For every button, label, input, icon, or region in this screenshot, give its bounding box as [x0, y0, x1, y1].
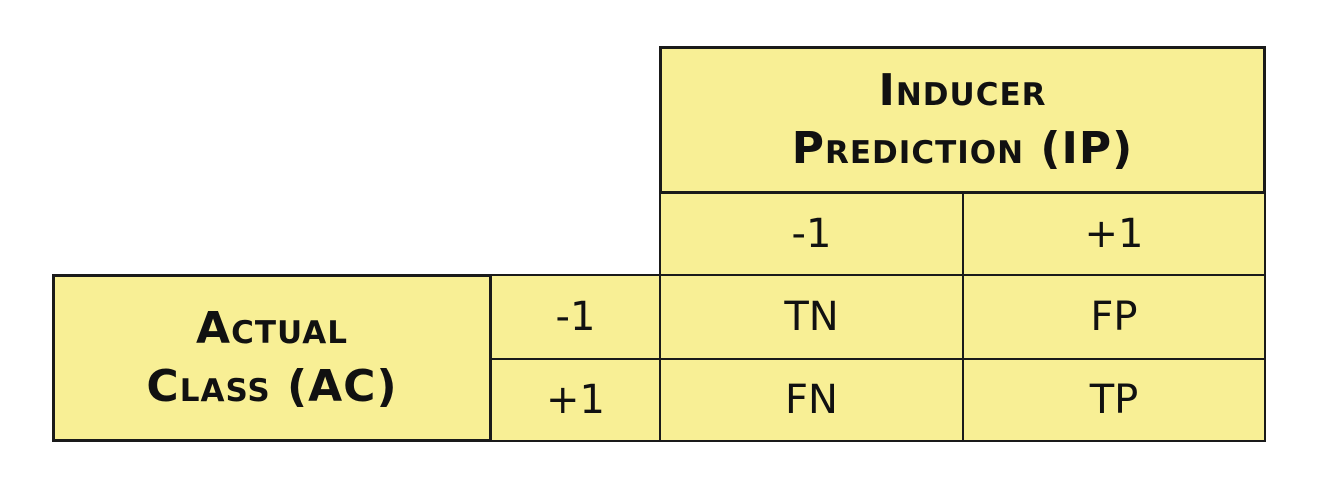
actual-class-header — [52, 274, 492, 442]
inducer-prediction-line2: Prediction (IP) — [791, 123, 1134, 174]
actual-class-line2: Class (AC) — [146, 361, 398, 412]
column-header-pos: +1 — [962, 192, 1266, 276]
column-header-neg: -1 — [659, 192, 964, 276]
cell-false-positive: FP — [962, 274, 1266, 360]
row-header-pos: +1 — [490, 358, 661, 442]
inducer-prediction-header — [659, 46, 1266, 194]
actual-class-line1: Actual — [196, 303, 348, 354]
row-header-neg: -1 — [490, 274, 661, 360]
inducer-prediction-line1: Inducer — [878, 65, 1047, 116]
cell-true-positive: TP — [962, 358, 1266, 442]
cell-false-negative: FN — [659, 358, 964, 442]
cell-true-negative: TN — [659, 274, 964, 360]
